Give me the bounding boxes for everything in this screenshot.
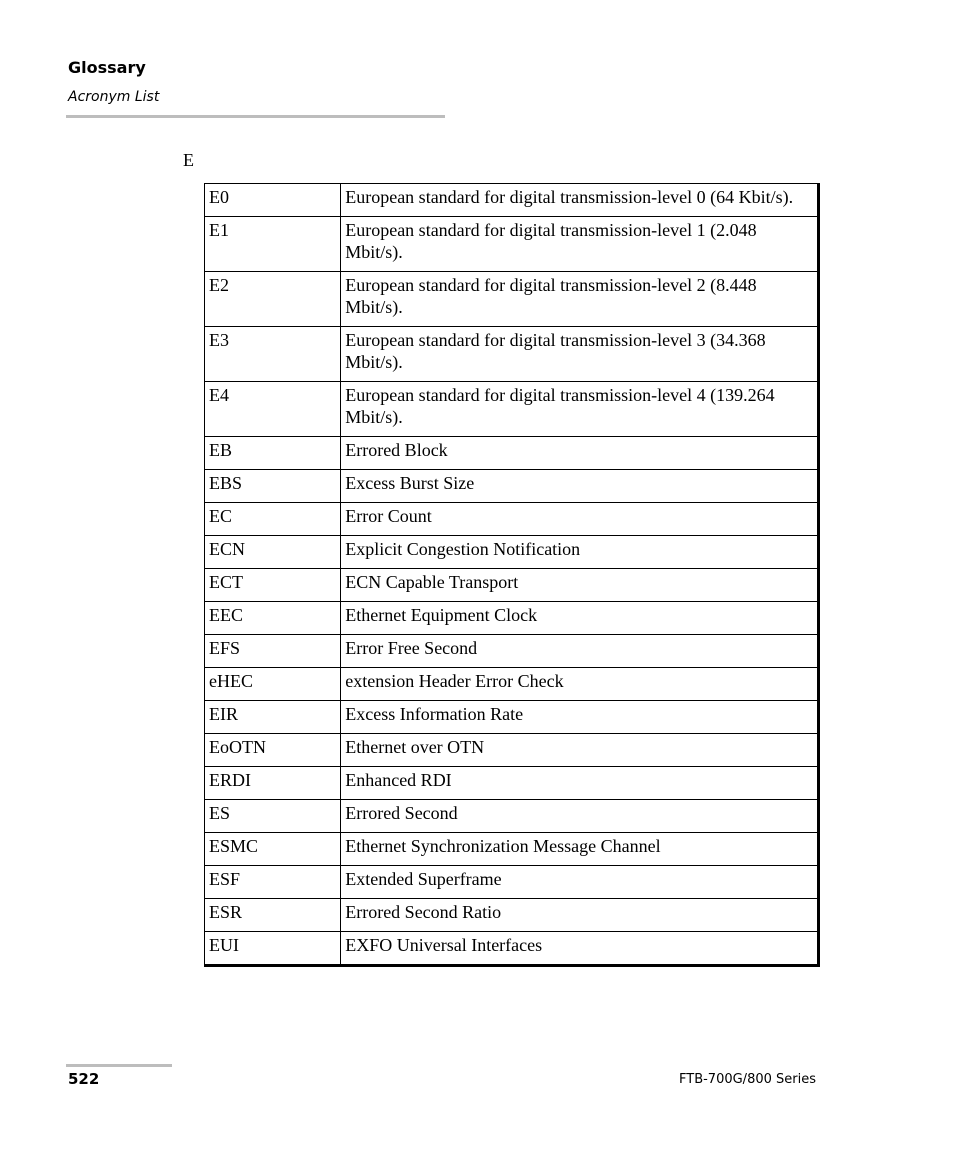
acronym-definition: EXFO Universal Interfaces bbox=[341, 932, 819, 966]
table-row bbox=[205, 536, 819, 569]
acronym-definition: Ethernet over OTN bbox=[341, 734, 819, 767]
table-row bbox=[205, 272, 819, 327]
table-row bbox=[205, 833, 819, 866]
section-letter: E bbox=[183, 150, 194, 170]
table-row bbox=[205, 701, 819, 734]
acronym-definition: extension Header Error Check bbox=[341, 668, 819, 701]
acronym-definition: Error Count bbox=[341, 503, 819, 536]
acronym-definition: Errored Block bbox=[341, 437, 819, 470]
page-header-subtitle: Acronym List bbox=[68, 89, 160, 105]
page-header-title: Glossary bbox=[68, 58, 146, 77]
acronym-term: ESR bbox=[205, 899, 341, 932]
acronym-definition: Excess Burst Size bbox=[341, 470, 819, 503]
table-row bbox=[205, 602, 819, 635]
acronym-term: E3 bbox=[205, 327, 341, 382]
acronym-definition: European standard for digital transmission-level 1 (2.048 Mbit/s). bbox=[341, 217, 819, 272]
page-number: 522 bbox=[68, 1070, 100, 1088]
acronym-definition: European standard for digital transmission-level 4 (139.264 Mbit/s). bbox=[341, 382, 819, 437]
table-row bbox=[205, 184, 819, 217]
acronym-definition: Ethernet Equipment Clock bbox=[341, 602, 819, 635]
acronym-definition: Excess Information Rate bbox=[341, 701, 819, 734]
table-row bbox=[205, 800, 819, 833]
acronym-term: ESF bbox=[205, 866, 341, 899]
acronym-definition: ECN Capable Transport bbox=[341, 569, 819, 602]
table-row bbox=[205, 767, 819, 800]
acronym-term: E1 bbox=[205, 217, 341, 272]
table-row bbox=[205, 382, 819, 437]
acronym-term: ECN bbox=[205, 536, 341, 569]
table-row bbox=[205, 503, 819, 536]
table-row bbox=[205, 635, 819, 668]
acronym-definition: Error Free Second bbox=[341, 635, 819, 668]
acronym-term: EC bbox=[205, 503, 341, 536]
table-row bbox=[205, 668, 819, 701]
footer-divider bbox=[66, 1064, 172, 1067]
table-row bbox=[205, 734, 819, 767]
table-row bbox=[205, 932, 819, 966]
table-row bbox=[205, 437, 819, 470]
table-row bbox=[205, 470, 819, 503]
acronym-term: EEC bbox=[205, 602, 341, 635]
acronym-term: E4 bbox=[205, 382, 341, 437]
acronym-definition: European standard for digital transmission-level 3 (34.368 Mbit/s). bbox=[341, 327, 819, 382]
acronym-definition: European standard for digital transmission-level 2 (8.448 Mbit/s). bbox=[341, 272, 819, 327]
acronym-term: ES bbox=[205, 800, 341, 833]
footer-product-name: FTB-700G/800 Series bbox=[679, 1072, 816, 1087]
acronym-term: EB bbox=[205, 437, 341, 470]
table-row bbox=[205, 217, 819, 272]
acronym-definition: Errored Second Ratio bbox=[341, 899, 819, 932]
table-row bbox=[205, 866, 819, 899]
acronym-term: EFS bbox=[205, 635, 341, 668]
table-row bbox=[205, 327, 819, 382]
acronym-table bbox=[204, 183, 820, 967]
acronym-term: EIR bbox=[205, 701, 341, 734]
acronym-definition: European standard for digital transmission-level 0 (64 Kbit/s). bbox=[341, 184, 819, 217]
acronym-definition: Ethernet Synchronization Message Channel bbox=[341, 833, 819, 866]
acronym-definition: Extended Superframe bbox=[341, 866, 819, 899]
acronym-term: E0 bbox=[205, 184, 341, 217]
acronym-term: E2 bbox=[205, 272, 341, 327]
acronym-term: EoOTN bbox=[205, 734, 341, 767]
acronym-definition: Errored Second bbox=[341, 800, 819, 833]
acronym-term: ESMC bbox=[205, 833, 341, 866]
acronym-definition: Explicit Congestion Notification bbox=[341, 536, 819, 569]
table-row bbox=[205, 569, 819, 602]
acronym-table-body bbox=[205, 184, 819, 966]
header-divider bbox=[66, 115, 445, 118]
acronym-term: ECT bbox=[205, 569, 341, 602]
acronym-definition: Enhanced RDI bbox=[341, 767, 819, 800]
acronym-term: eHEC bbox=[205, 668, 341, 701]
table-row bbox=[205, 899, 819, 932]
acronym-term: EUI bbox=[205, 932, 341, 966]
acronym-term: EBS bbox=[205, 470, 341, 503]
acronym-term: ERDI bbox=[205, 767, 341, 800]
